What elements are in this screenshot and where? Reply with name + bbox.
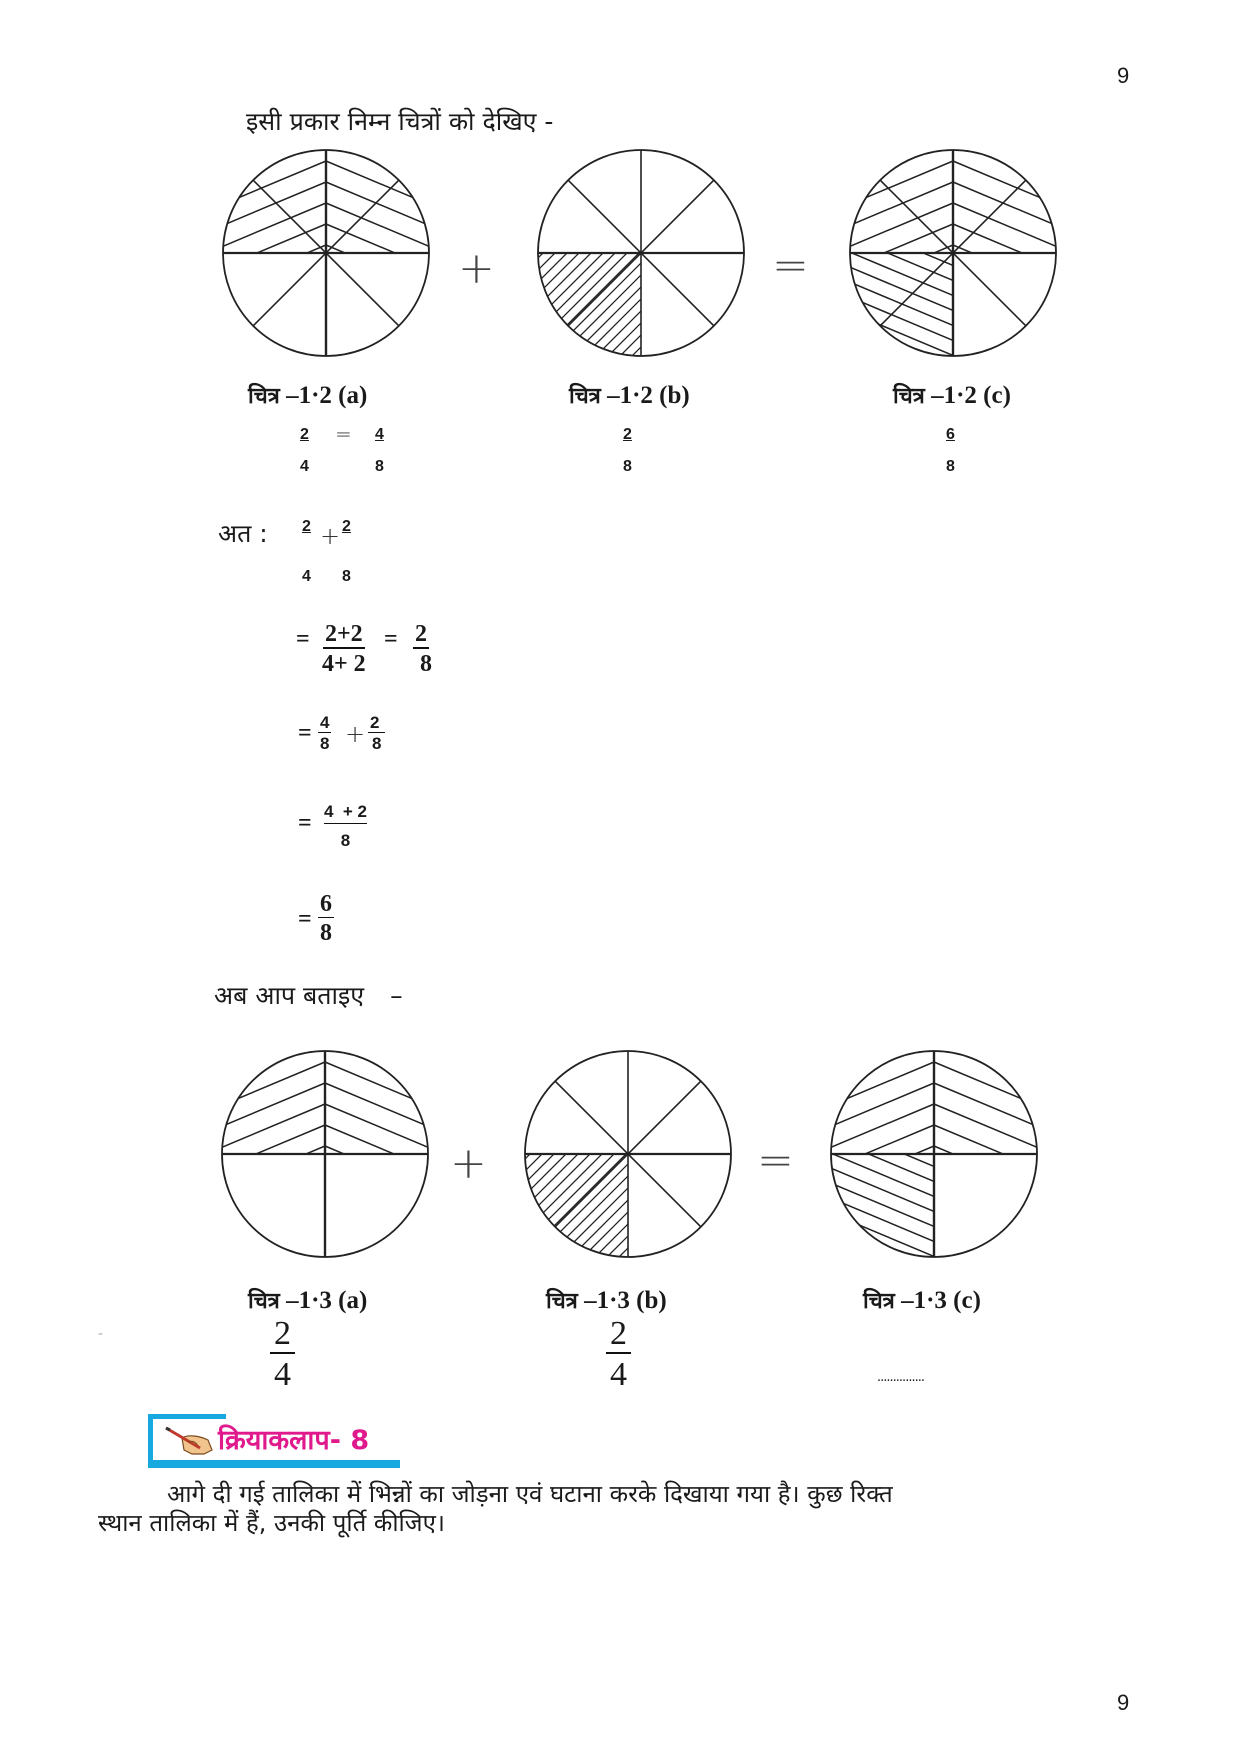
caption-hindi: चित्र <box>248 1289 280 1314</box>
denominator: 8 <box>320 733 330 753</box>
numerator: 4 + 2 <box>324 803 367 824</box>
pie-figure-1-2b <box>536 148 750 366</box>
denominator: 4 <box>300 458 309 475</box>
numerator: 4 <box>375 426 384 443</box>
denominator: 8 <box>340 830 351 850</box>
caption-hindi: चित्र <box>248 384 280 409</box>
denominator: 8 <box>372 733 382 753</box>
fraction-1-2a-left <box>300 426 309 476</box>
denominator: 8 <box>342 568 351 585</box>
activity-paragraph-line2: स्थान तालिका में हैं, उनकी पूर्ति कीजिए। <box>98 1509 445 1537</box>
numerator: 2 <box>606 1316 631 1354</box>
numerator: 6 <box>320 891 332 917</box>
caption-1-2a <box>248 380 367 410</box>
step3-frac-a <box>318 714 331 754</box>
caption-hindi: चित्र <box>863 1289 895 1314</box>
caption-number: –1·3 (c) <box>901 1287 981 1314</box>
caption-1-3c <box>863 1285 981 1315</box>
prompt-dash: – <box>390 981 403 1010</box>
numerator: 2+2 <box>323 622 365 649</box>
step2-equals: = <box>296 626 310 652</box>
caption-1-3a <box>248 1285 367 1315</box>
numerator: 2 <box>300 426 309 443</box>
step2-fraction <box>322 622 366 678</box>
prompt-text <box>214 978 403 1012</box>
step4-fraction <box>324 803 367 851</box>
fraction-1-3a <box>270 1316 295 1393</box>
caption-number: –1·3 (b) <box>584 1287 667 1314</box>
pencil-hand-icon <box>164 1424 216 1458</box>
fraction-1-3b <box>606 1316 631 1393</box>
denominator: 8 <box>375 458 384 475</box>
equals-sign: = <box>757 1135 794 1186</box>
prompt-label: अब आप बताइए <box>214 981 365 1010</box>
step2-equals-2: = <box>384 626 398 652</box>
caption-1-3b <box>546 1285 667 1315</box>
step4-equals: = <box>298 810 312 836</box>
denominator: 4 <box>610 1355 627 1393</box>
answer-blank[interactable]: ............... <box>877 1370 924 1385</box>
activity-header <box>148 1414 400 1468</box>
accent-bar-top <box>148 1414 226 1419</box>
plus-sign: + <box>320 522 341 550</box>
page-number-bottom: 9 <box>1117 1690 1130 1715</box>
equals-sign: = <box>772 240 809 291</box>
page-number-top: 9 <box>1117 63 1130 88</box>
caption-number: –1·2 (b) <box>607 382 690 409</box>
denominator: 8 <box>320 920 332 947</box>
numerator: 2 <box>413 622 429 649</box>
numerator: 4 <box>320 713 330 732</box>
pie-figure-1-3c <box>829 1049 1043 1263</box>
denominator: 8 <box>946 458 955 475</box>
numerator: 2 <box>623 426 632 443</box>
caption-1-2b <box>569 380 690 410</box>
caption-number: –1·3 (a) <box>286 1287 368 1314</box>
caption-number: –1·2 (c) <box>931 382 1011 409</box>
fraction-1-2c <box>946 426 955 476</box>
denominator: 4 <box>302 568 311 585</box>
numerator: 6 <box>946 426 955 443</box>
plus-sign: + <box>450 1138 487 1189</box>
caption-hindi: चित्र <box>893 384 925 409</box>
step3-equals: = <box>298 720 312 746</box>
activity-title: क्रियाकलाप- 8 <box>218 1425 370 1456</box>
step3-frac-b <box>368 714 385 754</box>
pie-figure-1-2a <box>221 148 431 366</box>
denominator: 4 <box>274 1355 291 1393</box>
pie-figure-1-2c <box>848 148 1062 366</box>
denominator: 8 <box>623 458 632 475</box>
activity-paragraph-line1: आगे दी गई तालिका में भिन्नों का जोड़ना एवं घटाना करके दिखाया गया है। कुछ रिक्त <box>167 1480 893 1508</box>
margin-mark: - <box>98 1326 104 1342</box>
denominator: 8 <box>420 651 432 678</box>
caption-hindi: चित्र <box>546 1289 578 1314</box>
fraction-1-2b <box>623 426 632 476</box>
step5-equals: = <box>298 906 312 932</box>
accent-bar-bottom <box>148 1460 400 1468</box>
caption-number: –1·2 (a) <box>286 382 368 409</box>
step1-frac-a <box>302 518 311 586</box>
step2-result <box>410 622 432 678</box>
plus-sign: + <box>458 243 495 294</box>
equals-sign: = <box>335 422 352 446</box>
step1-frac-b <box>342 518 351 586</box>
fraction-1-2a-right <box>375 426 384 476</box>
caption-1-2c <box>893 380 1011 410</box>
pie-figure-1-3a <box>220 1049 430 1263</box>
intro-text: इसी प्रकार निम्न चित्रों को देखिए - <box>246 107 554 136</box>
step5-fraction <box>318 892 334 947</box>
plus-sign: + <box>345 720 366 748</box>
pie-figure-1-3b <box>523 1049 737 1263</box>
numerator: 2 <box>270 1316 295 1354</box>
solution-label: अत : <box>218 519 268 548</box>
numerator: 2 <box>368 714 385 733</box>
denominator: 4+ 2 <box>322 651 366 678</box>
caption-hindi: चित्र <box>569 384 601 409</box>
numerator: 2 <box>302 518 311 535</box>
numerator: 2 <box>342 518 351 535</box>
